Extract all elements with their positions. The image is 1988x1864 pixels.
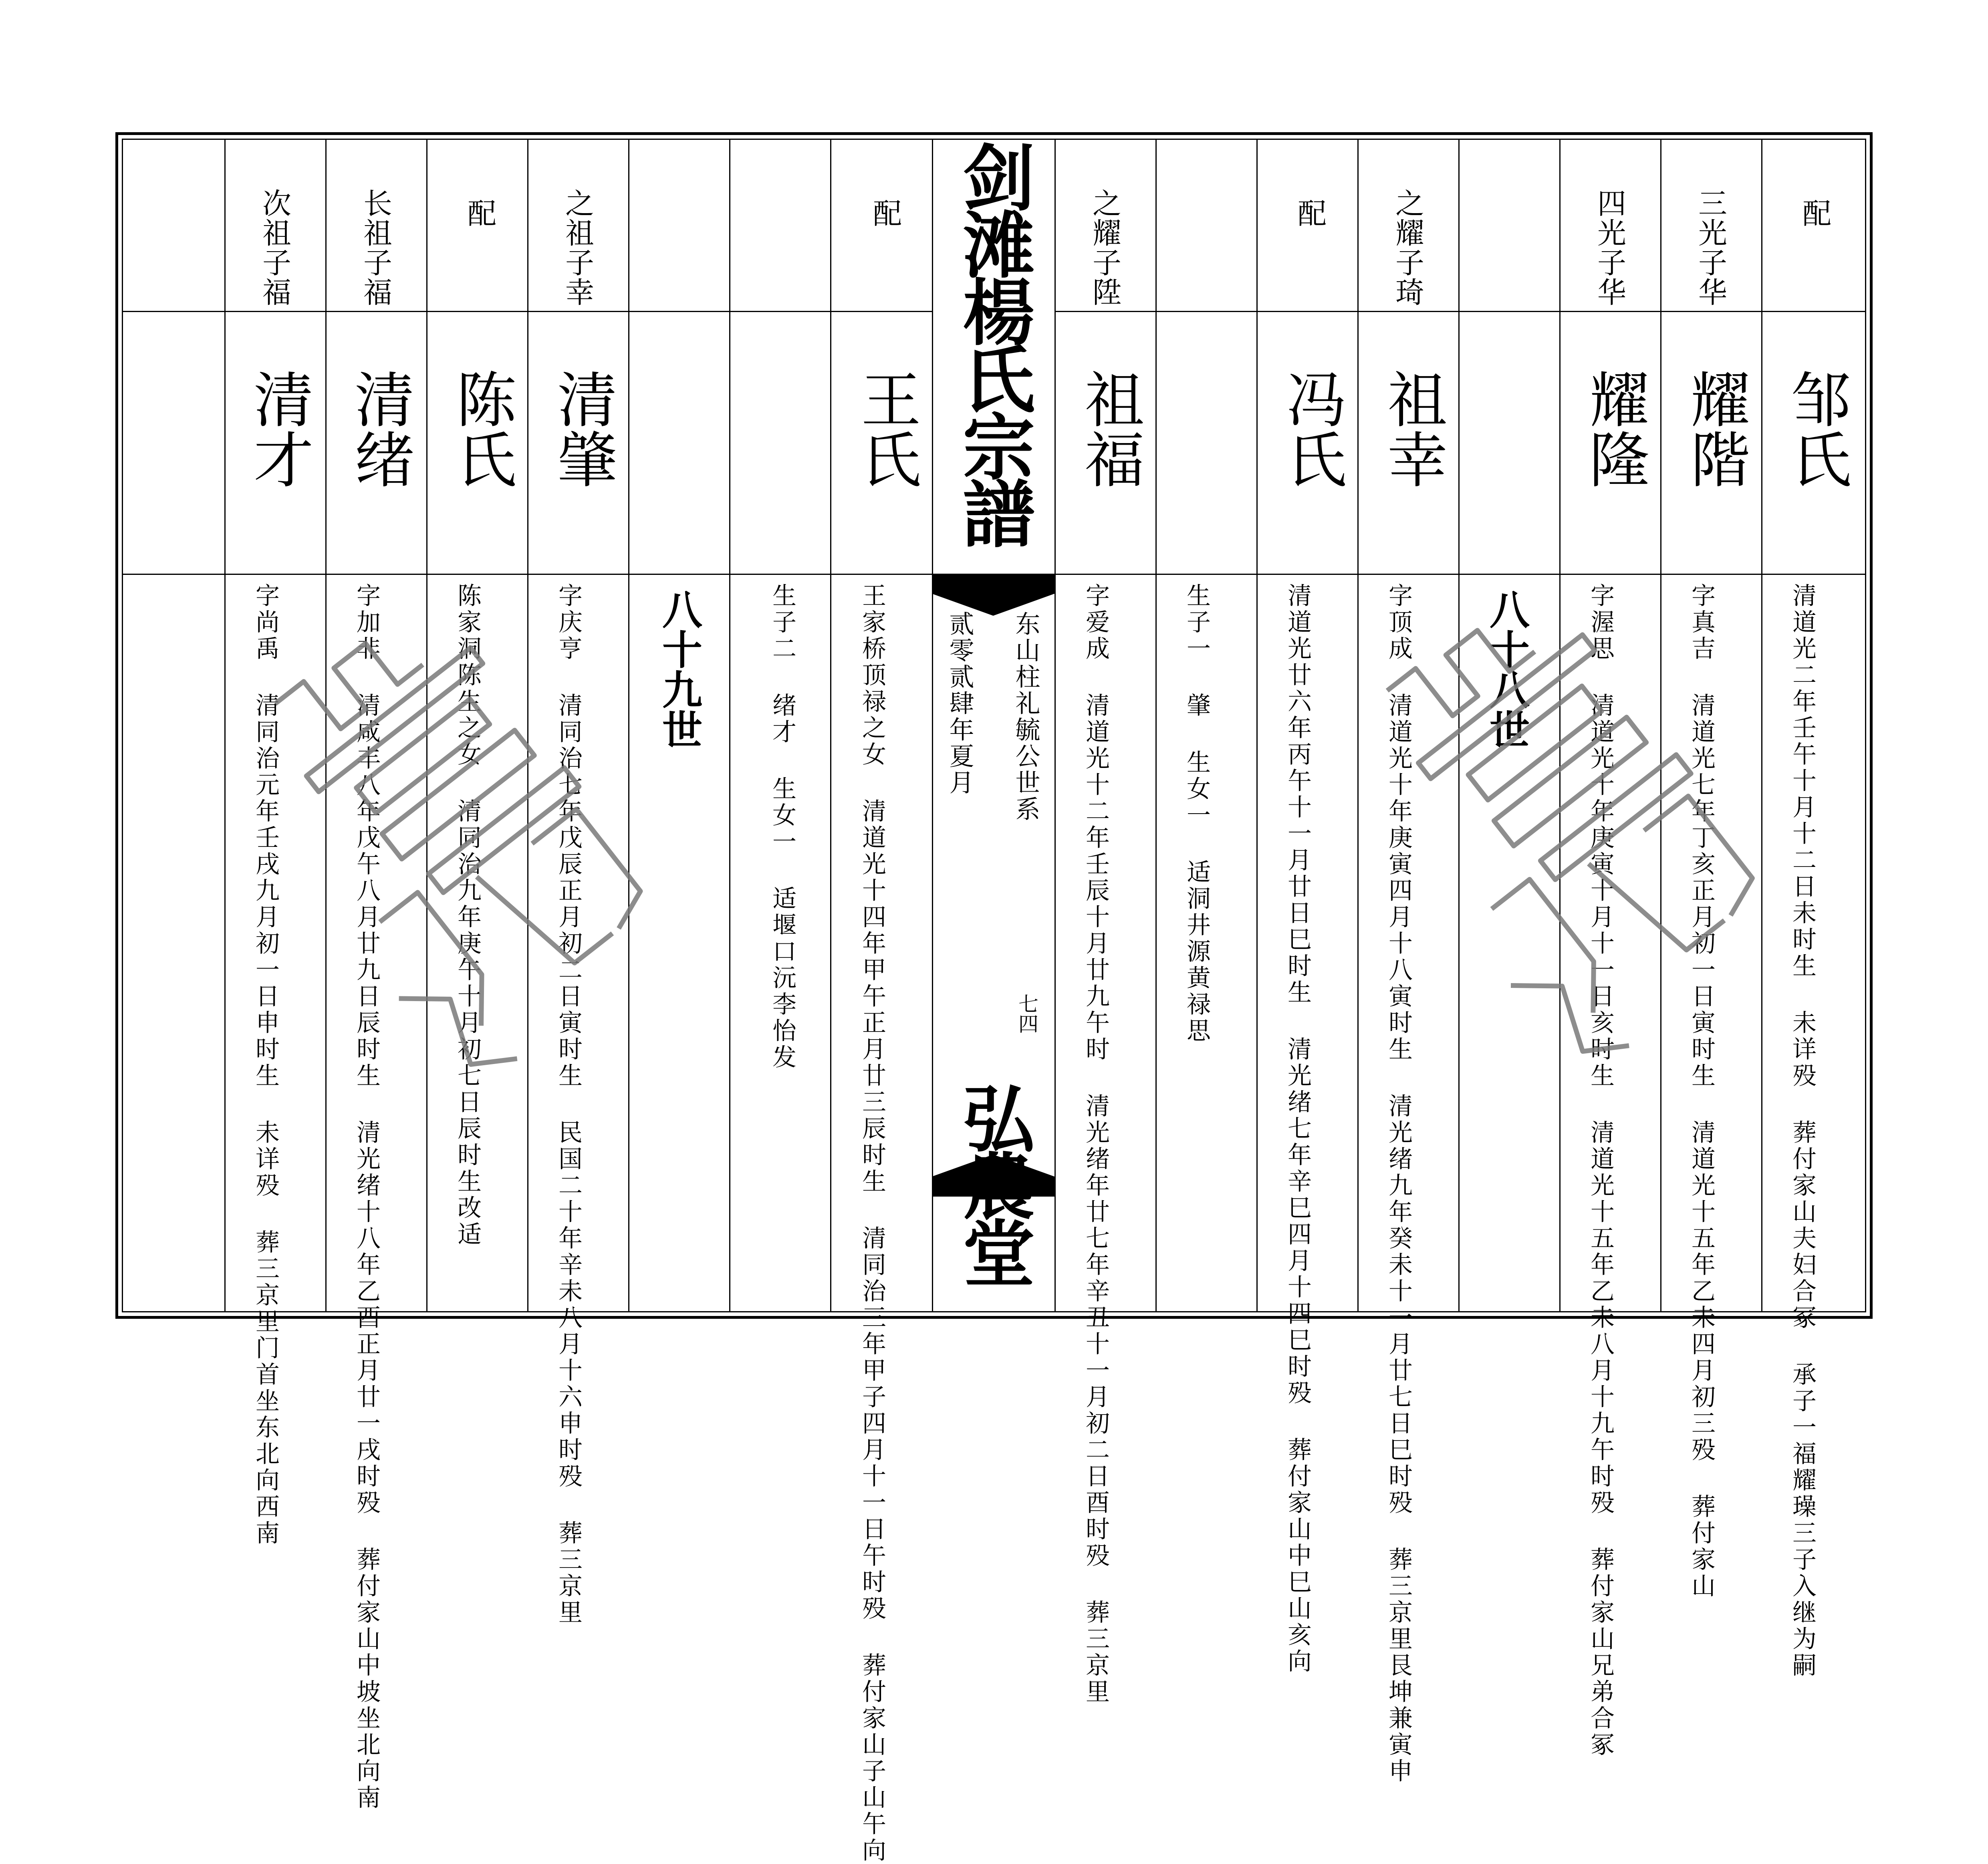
person-name: 祖幸 xyxy=(1377,369,1447,489)
person-name: 耀隆 xyxy=(1579,369,1649,489)
person-biography: 王家桥顶禄之女 清道光十四年甲午正月廿三辰时生 清同治三年甲子四月十一日午时殁 葬付家山子山午向 xyxy=(858,583,886,1864)
column-divider xyxy=(1155,139,1157,1312)
column-divider xyxy=(1660,139,1661,1312)
person-name: 耀階 xyxy=(1680,369,1750,489)
column-divider xyxy=(830,139,831,1312)
row-divider-top-right xyxy=(1054,311,1865,312)
column-divider xyxy=(1559,139,1561,1312)
column-divider xyxy=(1256,139,1258,1312)
person-biography: 清道光廿六年丙午十一月廿日巳时生 清光绪七年辛巳四月十四巳时殁 葬付家山中巳山亥向 xyxy=(1284,583,1312,1675)
person-name: 清绪 xyxy=(344,369,414,489)
person-name: 邹氏 xyxy=(1781,369,1851,489)
page-number: 七四 xyxy=(1015,993,1038,1034)
children-record: 生子二 绪才 生女一 适堰口沅李怡发 xyxy=(768,583,796,1071)
relation-label: 之祖子幸 xyxy=(561,188,594,307)
person-biography: 字爱成 清道光十二年壬辰十月廿九午时 清光绪年廿七年辛丑十一月初二日酉时殁 葬三京里 xyxy=(1082,583,1110,1705)
person-name: 王氏 xyxy=(851,369,920,489)
relation-label: 配 xyxy=(463,198,496,227)
column-divider xyxy=(527,139,528,1312)
relation-label: 配 xyxy=(868,198,902,227)
person-biography: 字渥思 清道光十年庚寅十月十一日亥时生 清道光十五年乙未八月十九午时殁 葬付家山兄弟合冢 xyxy=(1587,583,1615,1758)
hall-name: 弘農堂 xyxy=(951,1082,1035,1284)
relation-label: 三光子华 xyxy=(1694,188,1727,307)
column-divider xyxy=(1357,139,1359,1312)
person-name: 陈氏 xyxy=(446,369,516,489)
person-name: 清肇 xyxy=(547,369,617,489)
column-divider xyxy=(729,139,730,1312)
row-divider-bottom-right xyxy=(1054,574,1865,575)
relation-label: 之耀子陞 xyxy=(1088,188,1121,307)
person-biography: 字真吉 清道光七年丁亥正月初一日寅时生 清道光十五年乙未四月初三殁 葬付家山 xyxy=(1688,583,1716,1600)
person-name: 清才 xyxy=(243,369,313,489)
column-divider xyxy=(1458,139,1460,1312)
relation-label: 次祖子福 xyxy=(258,188,291,307)
relation-label: 配 xyxy=(1293,198,1327,227)
person-name: 祖福 xyxy=(1074,369,1144,489)
column-divider xyxy=(1054,139,1056,1312)
person-name: 冯氏 xyxy=(1276,369,1346,489)
children-record: 生子一 肇 生女一 适洞井源黄禄思 xyxy=(1183,583,1211,1044)
compile-date: 贰零贰肆年夏月 xyxy=(945,611,974,796)
column-divider xyxy=(224,139,226,1312)
relation-label: 配 xyxy=(1798,198,1831,227)
person-biography: 清道光二年壬午十月十二日未时生 未详殁 葬付家山夫妇合冢 承子一福耀璪三子入继为嗣 xyxy=(1788,583,1817,1679)
column-divider xyxy=(426,139,427,1312)
person-biography: 字顶成 清道光十年庚寅四月十八寅时生 清光绪九年癸未十一月廿七日巳时殁 葬三京里艮坤兼寅申 xyxy=(1385,583,1413,1785)
relation-label: 四光子华 xyxy=(1593,188,1626,307)
person-biography: 陈家洞陈生之女 清同治九年庚午十月初七日辰时生改适 xyxy=(454,583,482,1248)
column-divider xyxy=(1761,139,1762,1312)
column-divider xyxy=(325,139,327,1312)
column-divider xyxy=(628,139,629,1312)
row-divider-bottom-left xyxy=(123,574,933,575)
branch-name: 东山柱礼毓公世系 xyxy=(1011,611,1040,822)
row-divider-top-left xyxy=(123,311,933,312)
generation-label: 八十八世 xyxy=(1483,589,1530,749)
relation-label: 长祖子福 xyxy=(359,188,392,307)
generation-label: 八十九世 xyxy=(655,589,703,749)
relation-label: 之耀子琦 xyxy=(1391,188,1424,307)
person-biography: 字尚禹 清同治元年壬戌九月初一日申时生 未详殁 葬三京里门首坐东北向西南 xyxy=(252,583,280,1547)
person-biography: 字加非 清咸丰八年戊午八月廿九日辰时生 清光绪十八年乙酉正月廿一戌时殁 葬付家山中坡坐北向南 xyxy=(353,583,381,1811)
book-title: 剑滩楊氏宗譜 xyxy=(951,140,1035,544)
person-biography: 字庆亨 清同治七年戊辰正月初二日寅时生 民国二十年辛未八月十六申时殁 葬三京里 xyxy=(554,583,583,1626)
